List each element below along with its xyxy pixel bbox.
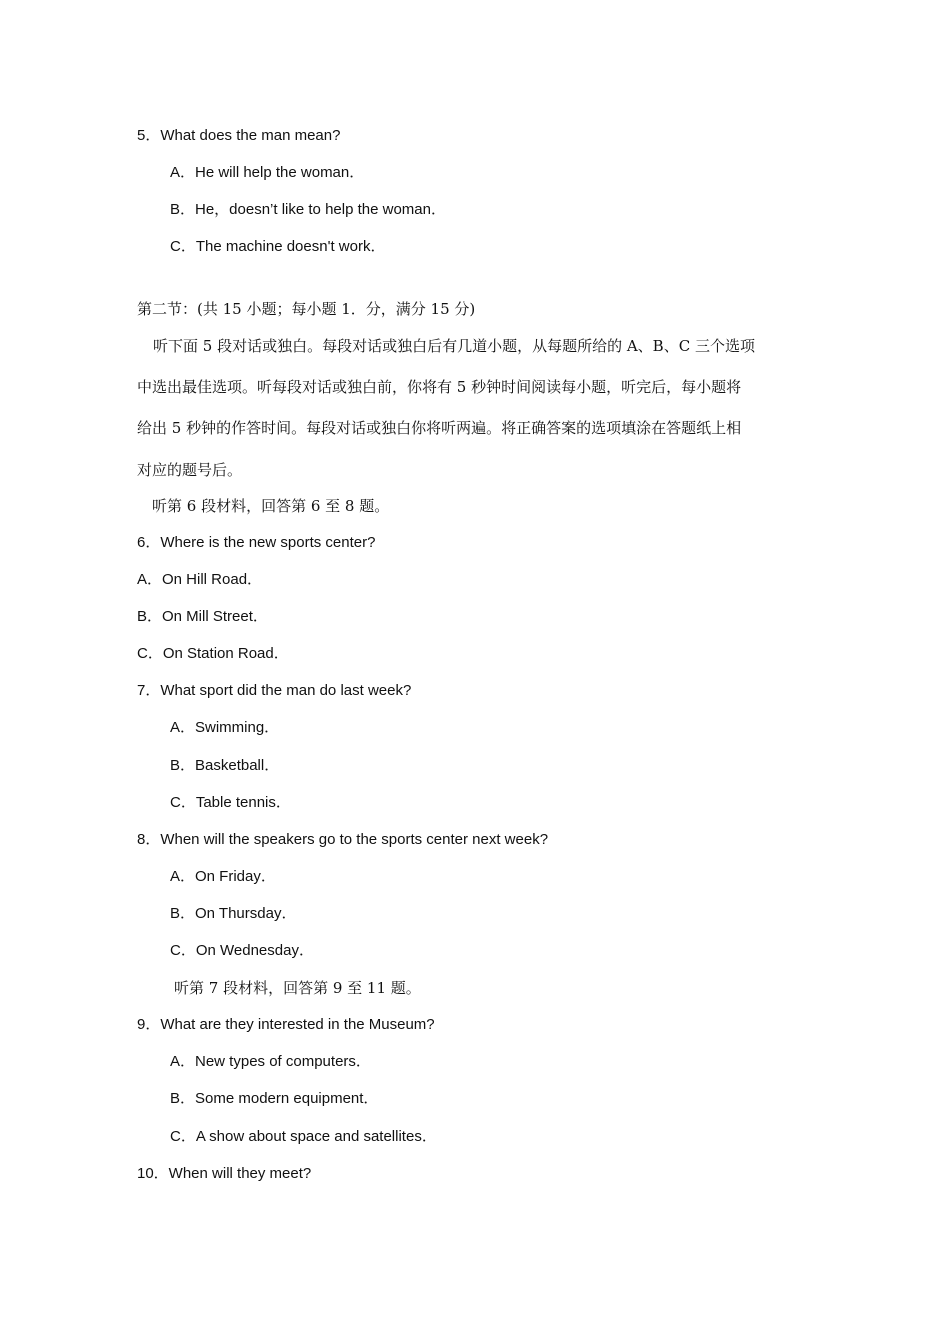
instruction-line-1: 听下面 5 段对话或独白。每段对话或独白后有几道小题，从每题所给的 A、B、C 三个选项 <box>153 337 755 355</box>
question-6-option-c: C．On Station Road． <box>137 645 289 662</box>
question-5-option-c: C．The machine doesn't work． <box>170 238 386 255</box>
question-7-option-c: C．Table tennis． <box>170 794 291 811</box>
question-8-option-b: B．On Thursday． <box>170 905 297 922</box>
question-7-option-b: B．Basketball． <box>170 757 280 774</box>
question-9-option-a: A．New types of computers． <box>170 1053 371 1070</box>
question-6-option-b: B．On Mill Street． <box>137 608 268 625</box>
instruction-line-3: 给出 5 秒钟的作答时间。每段对话或独白你将听两遍。将正确答案的选项填涂在答题纸上相 <box>137 419 742 437</box>
question-8-stem: 8．When will the speakers go to the sports center next week? <box>137 831 549 848</box>
question-7-stem: 7．What sport did the man do last week? <box>137 682 412 699</box>
question-6-stem: 6．Where is the new sports center? <box>137 534 376 551</box>
instruction-line-4: 对应的题号后。 <box>137 461 243 479</box>
question-9-option-b: B．Some modern equipment． <box>170 1090 379 1107</box>
question-6-option-a: A．On Hill Road． <box>137 571 263 588</box>
question-7-option-a: A．Swimming． <box>170 719 280 736</box>
section-2-heading: 第二节：(共 15 小题；每小题 1．分，满分 15 分) <box>137 300 476 318</box>
question-9-option-c: C．A show about space and satellites． <box>170 1128 437 1145</box>
instruction-line-2: 中选出最佳选项。听每段对话或独白前，你将有 5 秒钟时间阅读每小题，听完后，每小题将 <box>137 378 742 396</box>
material-6-heading: 听第 6 段材料，回答第 6 至 8 题。 <box>152 497 390 515</box>
question-9-stem: 9．What are they interested in the Museum? <box>137 1016 435 1033</box>
question-5-stem: 5．What does the man mean? <box>137 127 341 144</box>
question-8-option-a: A．On Friday． <box>170 868 276 885</box>
question-5-option-a: A．He will help the woman． <box>170 164 365 181</box>
question-8-option-c: C．On Wednesday． <box>170 942 314 959</box>
material-7-heading: 听第 7 段材料，回答第 9 至 11 题。 <box>174 979 421 997</box>
question-10-stem: 10．When will they meet? <box>137 1165 312 1182</box>
question-5-option-b: B．He，doesn’t like to help the woman． <box>170 201 446 218</box>
